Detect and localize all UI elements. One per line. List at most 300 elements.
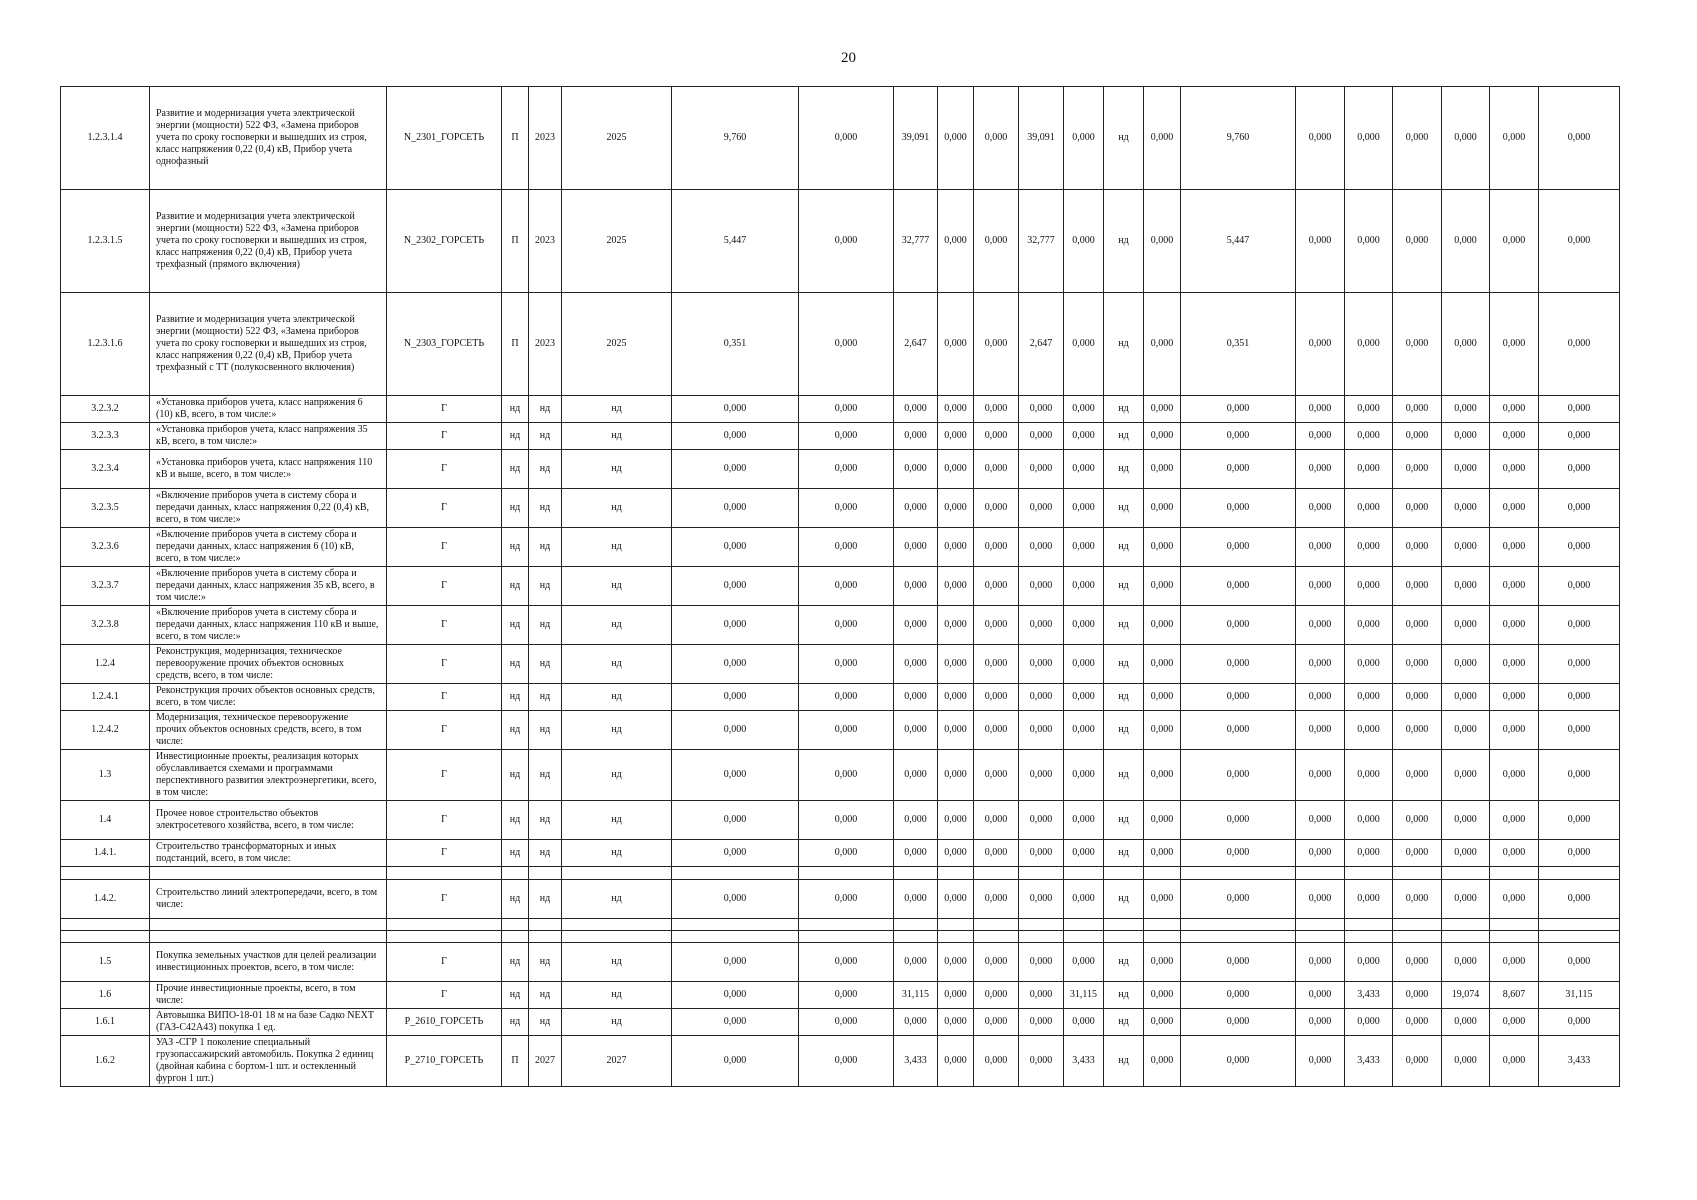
value-cell: 0,000 <box>1345 606 1393 645</box>
table-row <box>61 396 1620 423</box>
value-cell: 0,000 <box>1064 801 1104 840</box>
value-cell: 0,000 <box>1181 450 1296 489</box>
empty-cell <box>150 919 387 931</box>
empty-cell <box>387 919 502 931</box>
row-code: 1.4 <box>61 801 150 840</box>
value-cell: 0,000 <box>1345 840 1393 867</box>
value-cell: 0,000 <box>1296 450 1345 489</box>
value-cell: 0,000 <box>1144 190 1181 293</box>
value-cell: 0,000 <box>1064 711 1104 750</box>
row-status: П <box>502 190 529 293</box>
row-start-year: нд <box>529 528 562 567</box>
value-cell: 0,000 <box>1539 801 1620 840</box>
value-cell: 0,000 <box>1539 1009 1620 1036</box>
value-cell: 0,000 <box>1019 982 1064 1009</box>
row-start-year: нд <box>529 423 562 450</box>
value-cell: нд <box>1104 840 1144 867</box>
value-cell: 0,000 <box>1181 489 1296 528</box>
row-start-year: нд <box>529 982 562 1009</box>
value-cell: 5,447 <box>1181 190 1296 293</box>
value-cell: 0,000 <box>974 489 1019 528</box>
value-cell: 0,000 <box>799 567 894 606</box>
value-cell: 0,000 <box>938 450 974 489</box>
value-cell: 0,000 <box>938 423 974 450</box>
value-cell: 0,000 <box>1064 293 1104 396</box>
table-row <box>61 684 1620 711</box>
value-cell: 0,000 <box>1181 750 1296 801</box>
value-cell: 0,000 <box>938 293 974 396</box>
row-status: П <box>502 87 529 190</box>
value-cell: 0,000 <box>1442 489 1490 528</box>
value-cell: нд <box>1104 880 1144 919</box>
value-cell: 9,760 <box>1181 87 1296 190</box>
value-cell: 0,000 <box>799 982 894 1009</box>
value-cell: нд <box>1104 711 1144 750</box>
value-cell: нд <box>1104 684 1144 711</box>
row-name: Развитие и модернизация учета электрической энергии (мощности) 522 ФЗ, «Замена приборов учета по сроку госповерки и вышедших из строя, класс напряжения 0,22 (0,4) кВ, Прибор учета трехфазный с ТТ (полукосвенного включения) <box>150 293 387 396</box>
table-row <box>61 943 1620 982</box>
row-identifier: Г <box>387 489 502 528</box>
value-cell: 0,000 <box>1019 750 1064 801</box>
value-cell: 0,000 <box>1144 684 1181 711</box>
table-row <box>61 880 1620 919</box>
value-cell: 0,000 <box>938 190 974 293</box>
value-cell: 0,000 <box>1064 840 1104 867</box>
value-cell: 0,000 <box>799 880 894 919</box>
value-cell: 0,000 <box>1490 711 1539 750</box>
empty-cell <box>974 931 1019 943</box>
value-cell: нд <box>1104 423 1144 450</box>
row-identifier: Р_2710_ГОРСЕТЬ <box>387 1036 502 1087</box>
table-row <box>61 801 1620 840</box>
row-identifier: Г <box>387 606 502 645</box>
value-cell: 0,000 <box>1144 293 1181 396</box>
value-cell: 0,000 <box>1064 450 1104 489</box>
row-code: 1.4.2. <box>61 880 150 919</box>
value-cell: 0,000 <box>1393 645 1442 684</box>
investment-program-table <box>60 86 1620 1087</box>
value-cell: 0,000 <box>1442 396 1490 423</box>
row-name: Автовышка ВИПО-18-01 18 м на базе Садко NEXT (ГАЗ-С42А43) покупка 1 ед. <box>150 1009 387 1036</box>
value-cell: 2,647 <box>1019 293 1064 396</box>
value-cell: 0,000 <box>974 1036 1019 1087</box>
value-cell: 0,000 <box>1490 190 1539 293</box>
empty-cell <box>1345 931 1393 943</box>
value-cell: 0,000 <box>938 880 974 919</box>
value-cell: 0,000 <box>1490 880 1539 919</box>
empty-cell <box>61 867 150 880</box>
row-end-year: нд <box>562 801 672 840</box>
value-cell: 0,000 <box>1296 87 1345 190</box>
row-code: 1.5 <box>61 943 150 982</box>
value-cell: 0,000 <box>1144 750 1181 801</box>
value-cell: 0,000 <box>1539 567 1620 606</box>
value-cell: 0,000 <box>1345 801 1393 840</box>
value-cell: 0,351 <box>672 293 799 396</box>
row-end-year: 2025 <box>562 87 672 190</box>
value-cell: 0,000 <box>1019 450 1064 489</box>
value-cell: 0,000 <box>1345 423 1393 450</box>
value-cell: 0,000 <box>974 567 1019 606</box>
row-identifier: Г <box>387 396 502 423</box>
table-row <box>61 645 1620 684</box>
value-cell: 0,000 <box>1539 396 1620 423</box>
value-cell: 0,000 <box>974 528 1019 567</box>
value-cell: 0,000 <box>672 711 799 750</box>
value-cell: 0,000 <box>1296 567 1345 606</box>
value-cell: 0,000 <box>1064 750 1104 801</box>
value-cell: 0,000 <box>1442 750 1490 801</box>
value-cell: 0,000 <box>1296 1036 1345 1087</box>
empty-cell <box>974 867 1019 880</box>
value-cell: 0,000 <box>938 567 974 606</box>
table-row <box>61 87 1620 190</box>
page-number: 20 <box>841 50 856 66</box>
value-cell: 0,000 <box>1345 943 1393 982</box>
value-cell: нд <box>1104 801 1144 840</box>
row-status: нд <box>502 1009 529 1036</box>
table-row <box>61 840 1620 867</box>
value-cell: 0,000 <box>1345 396 1393 423</box>
value-cell: 5,447 <box>672 190 799 293</box>
value-cell: 0,000 <box>1490 489 1539 528</box>
empty-cell <box>1442 919 1490 931</box>
value-cell: 0,000 <box>1019 645 1064 684</box>
value-cell: 0,000 <box>1393 423 1442 450</box>
value-cell: 0,000 <box>1181 396 1296 423</box>
row-code: 1.2.4.1 <box>61 684 150 711</box>
value-cell: 0,000 <box>1064 1009 1104 1036</box>
value-cell: 0,000 <box>1490 423 1539 450</box>
value-cell: 0,000 <box>974 711 1019 750</box>
value-cell: 0,000 <box>894 880 938 919</box>
value-cell: 0,000 <box>672 684 799 711</box>
row-name: Строительство линий электропередачи, всего, в том числе: <box>150 880 387 919</box>
row-identifier: Г <box>387 801 502 840</box>
value-cell: 0,000 <box>799 190 894 293</box>
empty-cell <box>1181 919 1296 931</box>
row-name: Прочее новое строительство объектов электросетевого хозяйства, всего, в том числе: <box>150 801 387 840</box>
value-cell: 0,000 <box>1393 396 1442 423</box>
empty-cell <box>672 931 799 943</box>
value-cell: 0,000 <box>1442 1009 1490 1036</box>
empty-cell <box>150 867 387 880</box>
empty-cell <box>1345 867 1393 880</box>
empty-cell <box>1296 931 1345 943</box>
empty-cell <box>1345 919 1393 931</box>
value-cell: 0,000 <box>672 840 799 867</box>
value-cell: 0,000 <box>1490 528 1539 567</box>
empty-cell <box>799 931 894 943</box>
value-cell: 0,000 <box>799 606 894 645</box>
row-name: Развитие и модернизация учета электрической энергии (мощности) 522 ФЗ, «Замена приборов учета по сроку госповерки и вышедших из строя, класс напряжения 0,22 (0,4) кВ, Прибор учета однофазный <box>150 87 387 190</box>
value-cell: 0,000 <box>1539 190 1620 293</box>
row-identifier: Г <box>387 684 502 711</box>
row-identifier: Г <box>387 750 502 801</box>
empty-cell <box>387 931 502 943</box>
value-cell: 0,000 <box>1019 396 1064 423</box>
value-cell: 0,000 <box>1539 489 1620 528</box>
value-cell: 8,607 <box>1490 982 1539 1009</box>
value-cell: 0,000 <box>1296 293 1345 396</box>
row-status: нд <box>502 684 529 711</box>
row-start-year: нд <box>529 840 562 867</box>
value-cell: 0,000 <box>1019 1036 1064 1087</box>
empty-cell <box>1442 867 1490 880</box>
value-cell: 0,000 <box>672 645 799 684</box>
row-code: 1.6 <box>61 982 150 1009</box>
empty-cell <box>562 931 672 943</box>
row-start-year: нд <box>529 880 562 919</box>
value-cell: 0,000 <box>894 567 938 606</box>
value-cell: 0,000 <box>672 1036 799 1087</box>
value-cell: 0,000 <box>1442 943 1490 982</box>
empty-cell <box>799 867 894 880</box>
value-cell: 0,000 <box>1144 87 1181 190</box>
value-cell: 0,000 <box>1064 396 1104 423</box>
value-cell: 0,000 <box>974 190 1019 293</box>
value-cell: 0,000 <box>938 801 974 840</box>
value-cell: 0,000 <box>1144 801 1181 840</box>
empty-cell <box>61 931 150 943</box>
value-cell: 0,000 <box>1442 711 1490 750</box>
value-cell: 0,000 <box>1019 528 1064 567</box>
table-body <box>61 87 1620 1087</box>
value-cell: 0,000 <box>1064 645 1104 684</box>
row-end-year: нд <box>562 489 672 528</box>
row-start-year: нд <box>529 1009 562 1036</box>
value-cell: 0,000 <box>799 1009 894 1036</box>
row-name: Реконструкция прочих объектов основных средств, всего, в том числе: <box>150 684 387 711</box>
value-cell: нд <box>1104 528 1144 567</box>
row-code: 1.2.3.1.4 <box>61 87 150 190</box>
value-cell: 0,000 <box>1490 396 1539 423</box>
row-start-year: нд <box>529 450 562 489</box>
table-row <box>61 528 1620 567</box>
value-cell: 0,000 <box>1345 880 1393 919</box>
value-cell: 0,000 <box>938 943 974 982</box>
value-cell: 0,000 <box>1296 880 1345 919</box>
value-cell: 0,000 <box>1393 567 1442 606</box>
row-end-year: 2025 <box>562 293 672 396</box>
value-cell: 0,000 <box>1539 528 1620 567</box>
value-cell: 0,000 <box>1064 684 1104 711</box>
row-code: 3.2.3.8 <box>61 606 150 645</box>
value-cell: 0,000 <box>938 396 974 423</box>
value-cell: 0,000 <box>1019 567 1064 606</box>
value-cell: 0,000 <box>1296 750 1345 801</box>
value-cell: 0,000 <box>799 711 894 750</box>
value-cell: 0,000 <box>672 943 799 982</box>
row-end-year: нд <box>562 396 672 423</box>
value-cell: 0,000 <box>1539 606 1620 645</box>
value-cell: 0,000 <box>974 750 1019 801</box>
value-cell: 0,000 <box>1345 567 1393 606</box>
empty-cell <box>1539 919 1620 931</box>
row-name: «Включение приборов учета в систему сбора и передачи данных, класс напряжения 110 кВ и выше, всего, в том числе:» <box>150 606 387 645</box>
row-end-year: нд <box>562 645 672 684</box>
value-cell: нд <box>1104 450 1144 489</box>
row-name: Реконструкция, модернизация, техническое перевооружение прочих объектов основных средств, всего, в том числе: <box>150 645 387 684</box>
value-cell: 0,000 <box>799 750 894 801</box>
value-cell: 0,000 <box>894 645 938 684</box>
value-cell: 0,000 <box>1442 1036 1490 1087</box>
empty-cell <box>1064 867 1104 880</box>
value-cell: 0,000 <box>1393 293 1442 396</box>
value-cell: 0,000 <box>1345 684 1393 711</box>
value-cell: 0,000 <box>1181 880 1296 919</box>
value-cell: 0,000 <box>1393 943 1442 982</box>
value-cell: нд <box>1104 567 1144 606</box>
value-cell: 0,000 <box>1181 1036 1296 1087</box>
value-cell: 0,000 <box>974 1009 1019 1036</box>
row-name: «Установка приборов учета, класс напряжения 35 кВ, всего, в том числе:» <box>150 423 387 450</box>
value-cell: 0,000 <box>1064 943 1104 982</box>
value-cell: 0,000 <box>1181 1009 1296 1036</box>
value-cell: 0,000 <box>974 293 1019 396</box>
value-cell: 0,000 <box>1490 567 1539 606</box>
row-code: 1.2.3.1.6 <box>61 293 150 396</box>
row-code: 3.2.3.5 <box>61 489 150 528</box>
value-cell: 0,000 <box>1393 840 1442 867</box>
row-start-year: 2023 <box>529 293 562 396</box>
value-cell: 0,000 <box>1019 711 1064 750</box>
value-cell: 0,000 <box>799 396 894 423</box>
value-cell: 0,000 <box>799 684 894 711</box>
row-code: 1.6.2 <box>61 1036 150 1087</box>
value-cell: 0,000 <box>672 1009 799 1036</box>
value-cell: 31,115 <box>894 982 938 1009</box>
empty-cell <box>1144 919 1181 931</box>
value-cell: 0,000 <box>1181 840 1296 867</box>
value-cell: 0,000 <box>1442 606 1490 645</box>
value-cell: 0,000 <box>1539 450 1620 489</box>
value-cell: 0,000 <box>1442 567 1490 606</box>
value-cell: 0,000 <box>1539 423 1620 450</box>
value-cell: 0,000 <box>1181 645 1296 684</box>
row-end-year: нд <box>562 750 672 801</box>
value-cell: 3,433 <box>1064 1036 1104 1087</box>
value-cell: 0,000 <box>894 711 938 750</box>
value-cell: 0,000 <box>672 489 799 528</box>
value-cell: 0,000 <box>1144 606 1181 645</box>
row-code: 3.2.3.6 <box>61 528 150 567</box>
row-end-year: нд <box>562 711 672 750</box>
row-start-year: нд <box>529 396 562 423</box>
value-cell: 0,000 <box>974 396 1019 423</box>
row-status: нд <box>502 982 529 1009</box>
value-cell: 0,000 <box>1296 840 1345 867</box>
value-cell: 0,000 <box>799 489 894 528</box>
value-cell: 0,000 <box>1019 684 1064 711</box>
value-cell: 0,000 <box>672 528 799 567</box>
value-cell: 0,000 <box>1296 943 1345 982</box>
row-status: нд <box>502 750 529 801</box>
empty-cell <box>1019 931 1064 943</box>
row-end-year: нд <box>562 880 672 919</box>
value-cell: 0,000 <box>1181 567 1296 606</box>
row-name: Инвестиционные проекты, реализация которых обуславливается схемами и программами перспективного развития электроэнергетики, всего, в том числе: <box>150 750 387 801</box>
empty-cell <box>1064 931 1104 943</box>
empty-cell <box>672 919 799 931</box>
row-identifier: Г <box>387 567 502 606</box>
value-cell: 0,000 <box>1345 750 1393 801</box>
row-name: «Включение приборов учета в систему сбора и передачи данных, класс напряжения 6 (10) кВ, всего, в том числе:» <box>150 528 387 567</box>
row-status: нд <box>502 943 529 982</box>
value-cell: 0,000 <box>1144 396 1181 423</box>
value-cell: 0,000 <box>894 750 938 801</box>
value-cell: 0,000 <box>1064 489 1104 528</box>
row-status: нд <box>502 396 529 423</box>
row-start-year: нд <box>529 606 562 645</box>
value-cell: 0,000 <box>1181 982 1296 1009</box>
row-status: нд <box>502 645 529 684</box>
empty-cell <box>1539 931 1620 943</box>
value-cell: 0,000 <box>1345 190 1393 293</box>
value-cell: 31,115 <box>1539 982 1620 1009</box>
row-name: Развитие и модернизация учета электрической энергии (мощности) 522 ФЗ, «Замена приборов учета по сроку госповерки и вышедших из строя, класс напряжения 0,22 (0,4) кВ, Прибор учета трехфазный (прямого включения) <box>150 190 387 293</box>
empty-cell <box>562 867 672 880</box>
value-cell: 39,091 <box>894 87 938 190</box>
table-row <box>61 1036 1620 1087</box>
table-row <box>61 190 1620 293</box>
value-cell: 0,000 <box>672 750 799 801</box>
value-cell: 3,433 <box>894 1036 938 1087</box>
row-name: УАЗ -СГР 1 поколение специальный грузопассажирский автомобиль. Покупка 2 единиц (двойная кабина с бортом-1 шт. и остекленный фургон 1 шт.) <box>150 1036 387 1087</box>
empty-cell <box>1442 931 1490 943</box>
row-status: нд <box>502 801 529 840</box>
value-cell: 0,000 <box>799 645 894 684</box>
value-cell: 0,000 <box>1144 1009 1181 1036</box>
value-cell: 0,000 <box>1181 528 1296 567</box>
value-cell: 0,000 <box>938 684 974 711</box>
row-identifier: Г <box>387 645 502 684</box>
value-cell: 0,000 <box>1296 1009 1345 1036</box>
empty-cell <box>1104 931 1144 943</box>
value-cell: 0,000 <box>1539 87 1620 190</box>
row-name: Покупка земельных участков для целей реализации инвестиционных проектов, всего, в том числе: <box>150 943 387 982</box>
value-cell: 0,000 <box>1490 750 1539 801</box>
value-cell: 0,000 <box>1393 684 1442 711</box>
row-identifier: Г <box>387 711 502 750</box>
row-end-year: 2025 <box>562 190 672 293</box>
value-cell: 0,000 <box>938 711 974 750</box>
value-cell: 0,000 <box>1539 750 1620 801</box>
value-cell: 0,000 <box>1539 684 1620 711</box>
value-cell: 0,000 <box>1144 489 1181 528</box>
empty-cell <box>672 867 799 880</box>
table-row <box>61 606 1620 645</box>
row-status: нд <box>502 423 529 450</box>
row-identifier: Р_2610_ГОРСЕТЬ <box>387 1009 502 1036</box>
row-status: нд <box>502 450 529 489</box>
value-cell: 0,000 <box>1539 645 1620 684</box>
value-cell: 0,000 <box>1019 1009 1064 1036</box>
value-cell: 0,000 <box>1490 87 1539 190</box>
row-end-year: нд <box>562 1009 672 1036</box>
value-cell: 0,000 <box>1345 528 1393 567</box>
value-cell: 0,000 <box>1144 423 1181 450</box>
value-cell: 0,000 <box>894 801 938 840</box>
empty-cell <box>1181 867 1296 880</box>
row-code: 3.2.3.4 <box>61 450 150 489</box>
value-cell: 0,000 <box>1181 711 1296 750</box>
value-cell: 0,000 <box>1393 528 1442 567</box>
empty-cell <box>1019 867 1064 880</box>
empty-cell <box>1019 919 1064 931</box>
value-cell: 0,000 <box>1393 880 1442 919</box>
value-cell: 3,433 <box>1345 982 1393 1009</box>
